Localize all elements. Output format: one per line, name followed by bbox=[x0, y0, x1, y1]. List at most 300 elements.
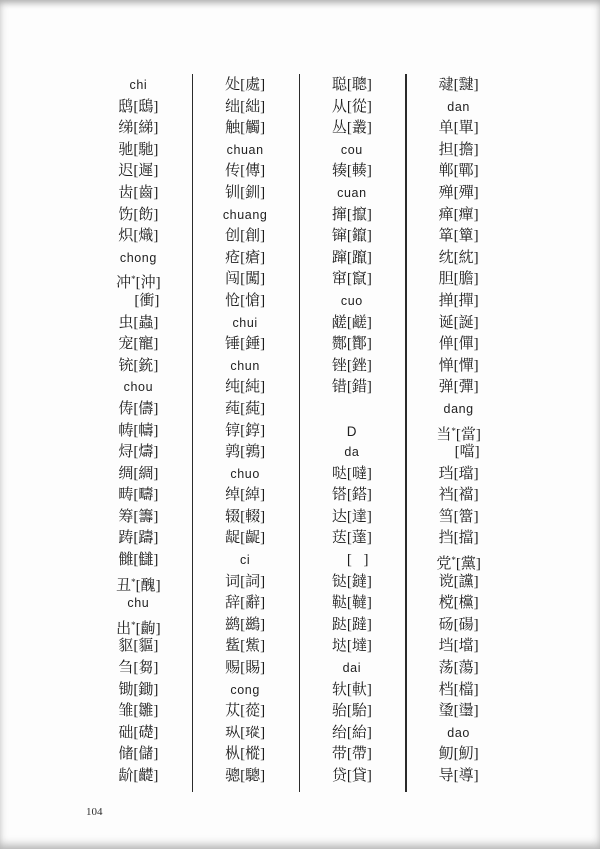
simplified-char: 叇 bbox=[438, 77, 454, 93]
simplified-char: 钏 bbox=[225, 184, 241, 201]
column-separator bbox=[405, 74, 407, 792]
traditional-char: [璗] bbox=[453, 703, 479, 720]
entry-row bbox=[192, 744, 299, 766]
traditional-char: [薘] bbox=[346, 530, 372, 547]
entry-continuation bbox=[405, 442, 512, 464]
entry-row bbox=[85, 615, 192, 637]
traditional-char: [錞] bbox=[240, 422, 266, 439]
pinyin-header: dai bbox=[342, 661, 362, 676]
simplified-char: 筜 bbox=[438, 508, 454, 525]
traditional-char: [處] bbox=[240, 77, 266, 93]
entry-row bbox=[405, 464, 512, 486]
entry-row bbox=[405, 269, 512, 291]
simplified-char: 莼 bbox=[225, 400, 241, 417]
simplified-char: 鹑 bbox=[225, 444, 241, 461]
entry-row bbox=[299, 205, 406, 227]
traditional-char: [酇] bbox=[346, 336, 372, 353]
entry-row bbox=[85, 140, 192, 162]
entry-row bbox=[85, 183, 192, 205]
traditional-char: [籌] bbox=[133, 508, 159, 525]
entry-row bbox=[405, 507, 512, 529]
traditional-char: [誕] bbox=[453, 314, 479, 331]
pinyin-header: ci bbox=[240, 553, 251, 568]
entry-continuation bbox=[85, 291, 192, 313]
traditional-char: [蕩] bbox=[453, 660, 479, 677]
pinyin-header: chuang bbox=[222, 207, 268, 222]
traditional-char: [讎] bbox=[133, 552, 159, 569]
simplified-char: 轪 bbox=[331, 681, 347, 698]
traditional-char: [遲] bbox=[133, 163, 159, 180]
traditional-char: [鄲] bbox=[453, 163, 479, 180]
traditional-char: [紿] bbox=[346, 724, 372, 741]
entry-row bbox=[192, 528, 299, 550]
entry-row bbox=[85, 485, 192, 507]
simplified-char: 鱽 bbox=[438, 746, 454, 763]
traditional-char: [鎝] bbox=[346, 487, 372, 504]
entry-row bbox=[405, 140, 512, 162]
traditional-char: [鷀] bbox=[240, 616, 266, 633]
traditional-char: [詞] bbox=[240, 573, 266, 590]
entry-row bbox=[85, 118, 192, 140]
traditional-char: [燽] bbox=[133, 444, 159, 461]
entry-row bbox=[85, 421, 192, 443]
simplified-char: 裆 bbox=[438, 487, 454, 504]
entry-row bbox=[85, 507, 192, 529]
traditional-char: [貙] bbox=[133, 638, 159, 655]
entry-row bbox=[192, 161, 299, 183]
entry-row bbox=[405, 550, 512, 572]
traditional-char: [從] bbox=[346, 98, 372, 115]
traditional-char: [蒓] bbox=[240, 400, 266, 417]
simplified-char: 雏 bbox=[118, 703, 134, 720]
traditional-char: [辭] bbox=[240, 595, 266, 612]
entry-row bbox=[299, 226, 406, 248]
entry-row bbox=[192, 572, 299, 594]
simplified-char: 炽 bbox=[118, 228, 134, 245]
pinyin-header: cou bbox=[340, 142, 363, 157]
simplified-char: 绨 bbox=[118, 120, 134, 137]
traditional-char: [衝] bbox=[134, 292, 160, 309]
entry-row bbox=[85, 658, 192, 680]
traditional-char: [醜] bbox=[135, 577, 161, 594]
simplified-char: 驰 bbox=[118, 141, 134, 158]
simplified-char: 担 bbox=[438, 141, 454, 158]
traditional-char: [疇] bbox=[133, 487, 159, 504]
entry-row bbox=[405, 572, 512, 594]
entry-row bbox=[405, 183, 512, 205]
entry-row bbox=[192, 421, 299, 443]
entry-row bbox=[405, 226, 512, 248]
entry-row bbox=[405, 744, 512, 766]
entries-grid bbox=[85, 75, 512, 789]
traditional-char: [錘] bbox=[240, 336, 266, 353]
simplified-char: 𫢸 bbox=[438, 336, 454, 353]
simplified-char: 虫 bbox=[118, 314, 134, 331]
star-mark: * bbox=[451, 425, 456, 436]
simplified-char: 从 bbox=[331, 98, 347, 115]
entry-row bbox=[192, 183, 299, 205]
simplified-char: 郸 bbox=[438, 163, 454, 180]
entry-row bbox=[405, 356, 512, 378]
simplified-char: 砀 bbox=[438, 616, 454, 633]
simplified-char: 当 bbox=[436, 426, 452, 443]
pinyin-header: chu bbox=[127, 596, 150, 611]
entry-row bbox=[192, 118, 299, 140]
traditional-char: [綈] bbox=[133, 120, 159, 137]
traditional-char: [欓] bbox=[453, 595, 479, 612]
simplified-char: 锤 bbox=[225, 336, 241, 353]
simplified-char: 齿 bbox=[118, 184, 134, 201]
traditional-char: [錯] bbox=[346, 379, 372, 396]
traditional-char: [闖] bbox=[240, 271, 266, 288]
simplified-char: 错 bbox=[331, 379, 347, 396]
simplified-char: 出 bbox=[116, 620, 132, 637]
entry-row bbox=[299, 507, 406, 529]
simplified-char: 惮 bbox=[438, 357, 454, 374]
entry-row bbox=[299, 118, 406, 140]
pinyin-header: dan bbox=[447, 99, 470, 114]
traditional-char: [叢] bbox=[346, 120, 372, 137]
simplified-char: 达 bbox=[331, 508, 347, 525]
entry-row bbox=[405, 485, 512, 507]
entry-row bbox=[405, 248, 512, 270]
traditional-char: [擔] bbox=[453, 141, 479, 158]
simplified-char: 𬭚 bbox=[225, 422, 241, 439]
traditional-char: [壋] bbox=[453, 638, 479, 655]
entry-row bbox=[299, 356, 406, 378]
traditional-char: [癉] bbox=[453, 206, 479, 223]
traditional-char: [沖] bbox=[135, 275, 161, 292]
simplified-char: 触 bbox=[225, 120, 241, 137]
simplified-char: 䝙 bbox=[118, 638, 134, 655]
traditional-char: [擋] bbox=[453, 530, 479, 547]
simplified-char: 宠 bbox=[118, 336, 134, 353]
simplified-char: 俦 bbox=[118, 400, 134, 417]
simplified-char: 掸 bbox=[438, 292, 454, 309]
simplified-char: 处 bbox=[225, 77, 241, 93]
traditional-char: [釧] bbox=[240, 184, 266, 201]
simplified-char: 珰 bbox=[438, 465, 454, 482]
simplified-char: 鸱 bbox=[118, 98, 134, 115]
traditional-char: [噹] bbox=[454, 444, 480, 461]
entry-row bbox=[299, 313, 406, 335]
simplified-char: 聪 bbox=[331, 77, 347, 93]
traditional-char: [輳] bbox=[346, 163, 372, 180]
entry-row bbox=[405, 161, 512, 183]
simplified-char: 箪 bbox=[438, 228, 454, 245]
traditional-char: [齼] bbox=[133, 768, 159, 784]
simplified-char: 础 bbox=[118, 724, 134, 741]
traditional-char: [殫] bbox=[453, 184, 479, 201]
simplified-char: 𫟼 bbox=[331, 573, 347, 590]
entry-row bbox=[299, 75, 406, 97]
entry-row bbox=[299, 334, 406, 356]
pinyin-header: chuan bbox=[226, 142, 264, 157]
entry-row bbox=[299, 744, 406, 766]
simplified-char: 导 bbox=[438, 768, 454, 784]
traditional-char: [魛] bbox=[453, 746, 479, 763]
simplified-char: 踌 bbox=[118, 530, 134, 547]
entry-row bbox=[405, 680, 512, 702]
traditional-char: [雛] bbox=[133, 703, 159, 720]
traditional-char: [愴] bbox=[240, 292, 266, 309]
simplified-char: 挡 bbox=[438, 530, 454, 547]
entry-row bbox=[85, 680, 192, 702]
entry-row bbox=[85, 572, 192, 594]
traditional-char: [導] bbox=[453, 768, 479, 784]
traditional-char: [竄] bbox=[346, 271, 372, 288]
entry-row bbox=[299, 593, 406, 615]
entry-row bbox=[85, 399, 192, 421]
blank-row bbox=[299, 399, 406, 421]
traditional-char: [聰] bbox=[346, 77, 372, 93]
simplified-char: 𣗋 bbox=[438, 595, 454, 612]
star-mark: * bbox=[131, 274, 136, 285]
simplified-char: 撺 bbox=[331, 206, 347, 223]
traditional-char: [達] bbox=[346, 508, 372, 525]
simplified-char: 绌 bbox=[225, 98, 241, 115]
entry-row bbox=[299, 464, 406, 486]
simplified-char: 辍 bbox=[225, 508, 241, 525]
entry-row bbox=[85, 528, 192, 550]
entry-row bbox=[192, 75, 299, 97]
entry-row bbox=[85, 723, 192, 745]
entry-row bbox=[405, 636, 512, 658]
entry-row bbox=[85, 636, 192, 658]
traditional-char: [黨] bbox=[455, 556, 481, 573]
entry-row bbox=[192, 615, 299, 637]
entry-row bbox=[192, 377, 299, 399]
traditional-char: [齪] bbox=[240, 530, 266, 547]
simplified-char: 冲 bbox=[116, 275, 132, 292]
traditional-char: [靆] bbox=[453, 77, 479, 93]
entry-row bbox=[405, 701, 512, 723]
entry-row bbox=[85, 356, 192, 378]
simplified-char: 锉 bbox=[331, 357, 347, 374]
column-separator bbox=[299, 74, 301, 792]
traditional-char: [鋤] bbox=[133, 681, 159, 698]
traditional-char: [帶] bbox=[346, 746, 372, 763]
star-mark: * bbox=[451, 555, 456, 566]
traditional-char: [墶] bbox=[346, 638, 372, 655]
traditional-char: [鑹] bbox=[346, 228, 372, 245]
column-2 bbox=[192, 75, 299, 789]
entry-row bbox=[405, 291, 512, 313]
simplified-char: 苁 bbox=[225, 703, 241, 720]
simplified-char: 单 bbox=[438, 120, 454, 137]
pinyin-header: cuo bbox=[340, 293, 363, 308]
simplified-char: 龊 bbox=[225, 530, 241, 547]
section-letter: D bbox=[346, 423, 358, 439]
simplified-char: 鹾 bbox=[331, 314, 347, 331]
simplified-char: 骢 bbox=[225, 768, 241, 784]
simplified-char: 跶 bbox=[331, 616, 347, 633]
simplified-char: 诞 bbox=[438, 314, 454, 331]
simplified-char: 垯 bbox=[331, 638, 347, 655]
entry-row bbox=[299, 615, 406, 637]
simplified-char: 雠 bbox=[118, 552, 134, 569]
simplified-char: 辏 bbox=[331, 163, 347, 180]
simplified-char: 殚 bbox=[438, 184, 454, 201]
entry-row bbox=[299, 269, 406, 291]
simplified-char: 闯 bbox=[225, 271, 241, 288]
traditional-char: [韃] bbox=[346, 595, 372, 612]
simplified-char: 𪻐 bbox=[225, 724, 241, 741]
entry-row bbox=[192, 97, 299, 119]
star-mark: * bbox=[131, 619, 136, 630]
simplified-char: 𫚖 bbox=[225, 638, 241, 655]
traditional-char: [寵] bbox=[133, 336, 159, 353]
traditional-char: [撣] bbox=[453, 292, 479, 309]
simplified-char: 疮 bbox=[225, 249, 241, 266]
pinyin-header: da bbox=[344, 445, 360, 460]
traditional-char: [樅] bbox=[240, 746, 266, 763]
traditional-char: [銃] bbox=[133, 357, 159, 374]
traditional-char: [純] bbox=[240, 379, 266, 396]
traditional-char: [儲] bbox=[133, 746, 159, 763]
entry-row bbox=[405, 528, 512, 550]
column-separator bbox=[192, 74, 194, 792]
traditional-char: [璫] bbox=[453, 465, 479, 482]
traditional-char: [鮆] bbox=[240, 638, 266, 655]
simplified-char: 蹿 bbox=[331, 249, 347, 266]
simplified-char: 鞑 bbox=[331, 595, 347, 612]
entry-row bbox=[192, 658, 299, 680]
simplified-char: 谠 bbox=[438, 573, 454, 590]
traditional-char: [噠] bbox=[346, 465, 372, 482]
entry-row bbox=[192, 701, 299, 723]
entry-row bbox=[85, 269, 192, 291]
simplified-char: 丛 bbox=[331, 120, 347, 137]
pinyin-header: chuo bbox=[230, 466, 260, 481]
traditional-char: [襠] bbox=[453, 487, 479, 504]
entry-row bbox=[192, 291, 299, 313]
entry-row bbox=[85, 313, 192, 335]
traditional-char: [簹] bbox=[453, 508, 479, 525]
simplified-char: 畴 bbox=[118, 487, 134, 504]
traditional-char: [絀] bbox=[240, 98, 266, 115]
traditional-char: [熾] bbox=[133, 228, 159, 245]
entry-row bbox=[299, 766, 406, 788]
entry-row bbox=[85, 744, 192, 766]
simplified-char: 垱 bbox=[438, 638, 454, 655]
simplified-char: 镩 bbox=[331, 228, 347, 245]
simplified-char: 绰 bbox=[225, 487, 241, 504]
simplified-char: 纯 bbox=[225, 379, 241, 396]
simplified-char: 枞 bbox=[225, 746, 241, 763]
entry-row bbox=[192, 507, 299, 529]
page-number: 104 bbox=[86, 806, 103, 818]
pinyin-header: cuan bbox=[337, 185, 367, 200]
simplified-char: 怆 bbox=[225, 292, 241, 309]
traditional-char: [齣] bbox=[135, 620, 161, 637]
entry-row bbox=[405, 75, 512, 97]
traditional-char: [賜] bbox=[240, 660, 266, 677]
entry-row bbox=[405, 334, 512, 356]
entry-row bbox=[192, 723, 299, 745]
entry-row bbox=[299, 248, 406, 270]
traditional-char: [蟲] bbox=[133, 314, 159, 331]
simplified-char: 绸 bbox=[118, 465, 134, 482]
traditional-char: [躥] bbox=[346, 249, 372, 266]
entry-row bbox=[85, 334, 192, 356]
entry-row bbox=[405, 118, 512, 140]
entry-row bbox=[299, 377, 406, 399]
simplified-char: 筹 bbox=[118, 508, 134, 525]
simplified-char: 辞 bbox=[225, 595, 241, 612]
pinyin-header: chui bbox=[232, 315, 258, 330]
simplified-char: 带 bbox=[331, 746, 347, 763]
traditional-char: [躂] bbox=[346, 616, 372, 633]
simplified-char: 传 bbox=[225, 163, 241, 180]
entry-row bbox=[405, 615, 512, 637]
traditional-char: [傳] bbox=[240, 163, 266, 180]
entry-row bbox=[299, 701, 406, 723]
entry-row bbox=[299, 97, 406, 119]
traditional-char: [彈] bbox=[453, 379, 479, 396]
entry-row bbox=[85, 226, 192, 248]
traditional-char: [簞] bbox=[453, 228, 479, 245]
simplified-char: 𬹼 bbox=[118, 768, 134, 784]
entry-row bbox=[192, 485, 299, 507]
pinyin-header: dang bbox=[443, 401, 474, 416]
simplified-char: 荡 bbox=[438, 660, 454, 677]
simplified-char: 𬘘 bbox=[438, 249, 454, 266]
entry-row bbox=[192, 226, 299, 248]
traditional-char: [僤] bbox=[453, 336, 479, 353]
traditional-char: [馳] bbox=[133, 141, 159, 158]
entry-row bbox=[85, 205, 192, 227]
traditional-char: [飭] bbox=[133, 206, 159, 223]
entry-row bbox=[299, 636, 406, 658]
pinyin-header: chong bbox=[119, 250, 157, 265]
simplified-char: 𥐟 bbox=[335, 552, 347, 569]
traditional-char: [碭] bbox=[453, 616, 479, 633]
traditional-char: [鐽] bbox=[346, 573, 372, 590]
simplified-char: 哒 bbox=[331, 465, 347, 482]
traditional-char: [軑] bbox=[346, 681, 372, 698]
pinyin-header: chi bbox=[129, 78, 148, 92]
pinyin-header: cong bbox=[230, 682, 260, 697]
simplified-char: 𬊈 bbox=[118, 444, 134, 461]
entry-row bbox=[192, 399, 299, 421]
traditional-char: [躊] bbox=[133, 530, 159, 547]
entry-row bbox=[299, 550, 406, 572]
column-1 bbox=[85, 75, 192, 789]
entry-row bbox=[192, 269, 299, 291]
simplified-char: 帱 bbox=[118, 422, 134, 439]
traditional-char: [觸] bbox=[240, 120, 266, 137]
entry-row bbox=[192, 593, 299, 615]
entry-row bbox=[405, 377, 512, 399]
traditional-char: [芻] bbox=[133, 660, 159, 677]
entry-row bbox=[405, 421, 512, 443]
entry-row bbox=[299, 723, 406, 745]
entry-row bbox=[192, 636, 299, 658]
traditional-char: [齒] bbox=[133, 184, 159, 201]
simplified-char: 酂 bbox=[331, 336, 347, 353]
entry-row bbox=[299, 680, 406, 702]
traditional-char: [憚] bbox=[453, 357, 479, 374]
entry-row bbox=[405, 658, 512, 680]
simplified-char: 贷 bbox=[331, 768, 347, 784]
star-mark: * bbox=[131, 576, 136, 587]
traditional-char: [綽] bbox=[240, 487, 266, 504]
entry-row bbox=[192, 248, 299, 270]
entry-row bbox=[299, 161, 406, 183]
entry-row bbox=[405, 313, 512, 335]
simplified-char: 𬍡 bbox=[438, 703, 454, 720]
